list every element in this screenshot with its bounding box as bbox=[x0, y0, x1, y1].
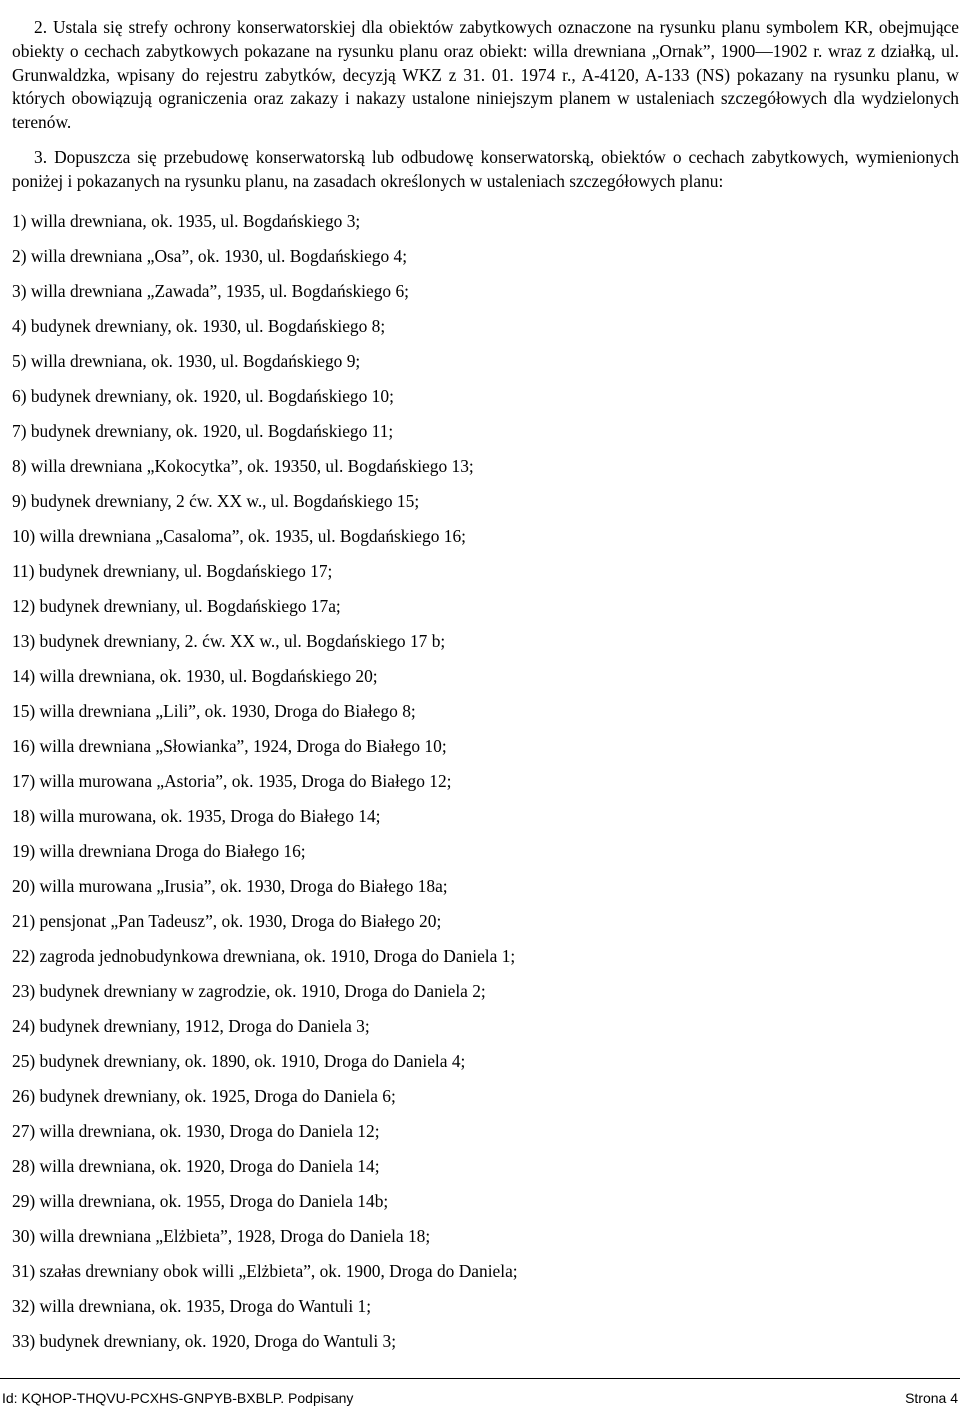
list-item: 7) budynek drewniany, ok. 1920, ul. Bogdańskiego 11; bbox=[12, 421, 394, 441]
list-item: 1) willa drewniana, ok. 1935, ul. Bogdańskiego 3; bbox=[12, 211, 361, 231]
list-item: 17) willa murowana „Astoria”, ok. 1935, Droga do Białego 12; bbox=[12, 771, 452, 791]
list-item: 18) willa murowana, ok. 1935, Droga do Białego 14; bbox=[12, 806, 381, 826]
heritage-objects-list bbox=[12, 209, 518, 1364]
list-item: 3) willa drewniana „Zawada”, 1935, ul. Bogdańskiego 6; bbox=[12, 281, 409, 301]
list-item: 30) willa drewniana „Elżbieta”, 1928, Droga do Daniela 18; bbox=[12, 1226, 431, 1246]
list-item: 6) budynek drewniany, ok. 1920, ul. Bogdańskiego 10; bbox=[12, 386, 394, 406]
list-item: 23) budynek drewniany w zagrodzie, ok. 1910, Droga do Daniela 2; bbox=[12, 981, 486, 1001]
list-item: 19) willa drewniana Droga do Białego 16; bbox=[12, 841, 306, 861]
document-id-footer: Id: KQHOP-THQVU-PCXHS-GNPYB-BXBLP. Podpisany bbox=[2, 1390, 354, 1406]
list-item: 5) willa drewniana, ok. 1930, ul. Bogdańskiego 9; bbox=[12, 351, 361, 371]
list-item: 29) willa drewniana, ok. 1955, Droga do Daniela 14b; bbox=[12, 1191, 389, 1211]
list-item: 21) pensjonat „Pan Tadeusz”, ok. 1930, Droga do Białego 20; bbox=[12, 911, 442, 931]
list-item: 22) zagroda jednobudynkowa drewniana, ok. 1910, Droga do Daniela 1; bbox=[12, 946, 516, 966]
list-item: 12) budynek drewniany, ul. Bogdańskiego 17a; bbox=[12, 596, 341, 616]
footer-divider bbox=[0, 1378, 960, 1379]
list-item: 10) willa drewniana „Casaloma”, ok. 1935, ul. Bogdańskiego 16; bbox=[12, 526, 466, 546]
section-2-paragraph: 2. Ustala się strefy ochrony konserwatorskiej dla obiektów zabytkowych oznaczone na rysunku planu symbolem KR, obejmujące obiekty o cechach zabytkowych pokazane na rysunku planu oraz obiekt: willa drewniana „Ornak”, 1900—1902 r. wraz z działką, ul. Grunwaldzka, wpisany do rejestru zabytków, decyzją WKZ z 31. 01. 1974 r., A-4120, A-133 (NS) pokazany na rysunku planu, w których obowiązują ograniczenia oraz zakazy i nakazy ustalone niniejszym planem w ustaleniach szczegółowych dla wydzielonych terenów. bbox=[12, 17, 959, 132]
list-item: 4) budynek drewniany, ok. 1930, ul. Bogdańskiego 8; bbox=[12, 316, 386, 336]
section-3-intro: 3. Dopuszcza się przebudowę konserwatorską lub odbudowę konserwatorską, obiektów o cechach zabytkowych, wymienionych poniżej i pokazanych na rysunku planu, na zasadach określonych w ustaleniach szczegółowych planu: bbox=[12, 147, 959, 191]
list-item: 26) budynek drewniany, ok. 1925, Droga do Daniela 6; bbox=[12, 1086, 396, 1106]
list-item: 32) willa drewniana, ok. 1935, Droga do Wantuli 1; bbox=[12, 1296, 372, 1316]
page-number-footer: Strona 4 bbox=[905, 1390, 958, 1406]
list-item: 13) budynek drewniany, 2. ćw. XX w., ul. Bogdańskiego 17 b; bbox=[12, 631, 446, 651]
list-item: 8) willa drewniana „Kokocytka”, ok. 19350, ul. Bogdańskiego 13; bbox=[12, 456, 474, 476]
list-item: 11) budynek drewniany, ul. Bogdańskiego 17; bbox=[12, 561, 333, 581]
list-item: 14) willa drewniana, ok. 1930, ul. Bogdańskiego 20; bbox=[12, 666, 378, 686]
list-item: 2) willa drewniana „Osa”, ok. 1930, ul. Bogdańskiego 4; bbox=[12, 246, 408, 266]
list-item: 33) budynek drewniany, ok. 1920, Droga do Wantuli 3; bbox=[12, 1331, 397, 1351]
list-item: 25) budynek drewniany, ok. 1890, ok. 1910, Droga do Daniela 4; bbox=[12, 1051, 466, 1071]
list-item: 27) willa drewniana, ok. 1930, Droga do Daniela 12; bbox=[12, 1121, 380, 1141]
list-item: 28) willa drewniana, ok. 1920, Droga do Daniela 14; bbox=[12, 1156, 380, 1176]
list-item: 20) willa murowana „Irusia”, ok. 1930, Droga do Białego 18a; bbox=[12, 876, 448, 896]
list-item: 16) willa drewniana „Słowianka”, 1924, Droga do Białego 10; bbox=[12, 736, 447, 756]
list-item: 24) budynek drewniany, 1912, Droga do Daniela 3; bbox=[12, 1016, 370, 1036]
list-item: 9) budynek drewniany, 2 ćw. XX w., ul. Bogdańskiego 15; bbox=[12, 491, 420, 511]
list-item: 15) willa drewniana „Lili”, ok. 1930, Droga do Białego 8; bbox=[12, 701, 416, 721]
list-item: 31) szałas drewniany obok willi „Elżbieta”, ok. 1900, Droga do Daniela; bbox=[12, 1261, 518, 1281]
